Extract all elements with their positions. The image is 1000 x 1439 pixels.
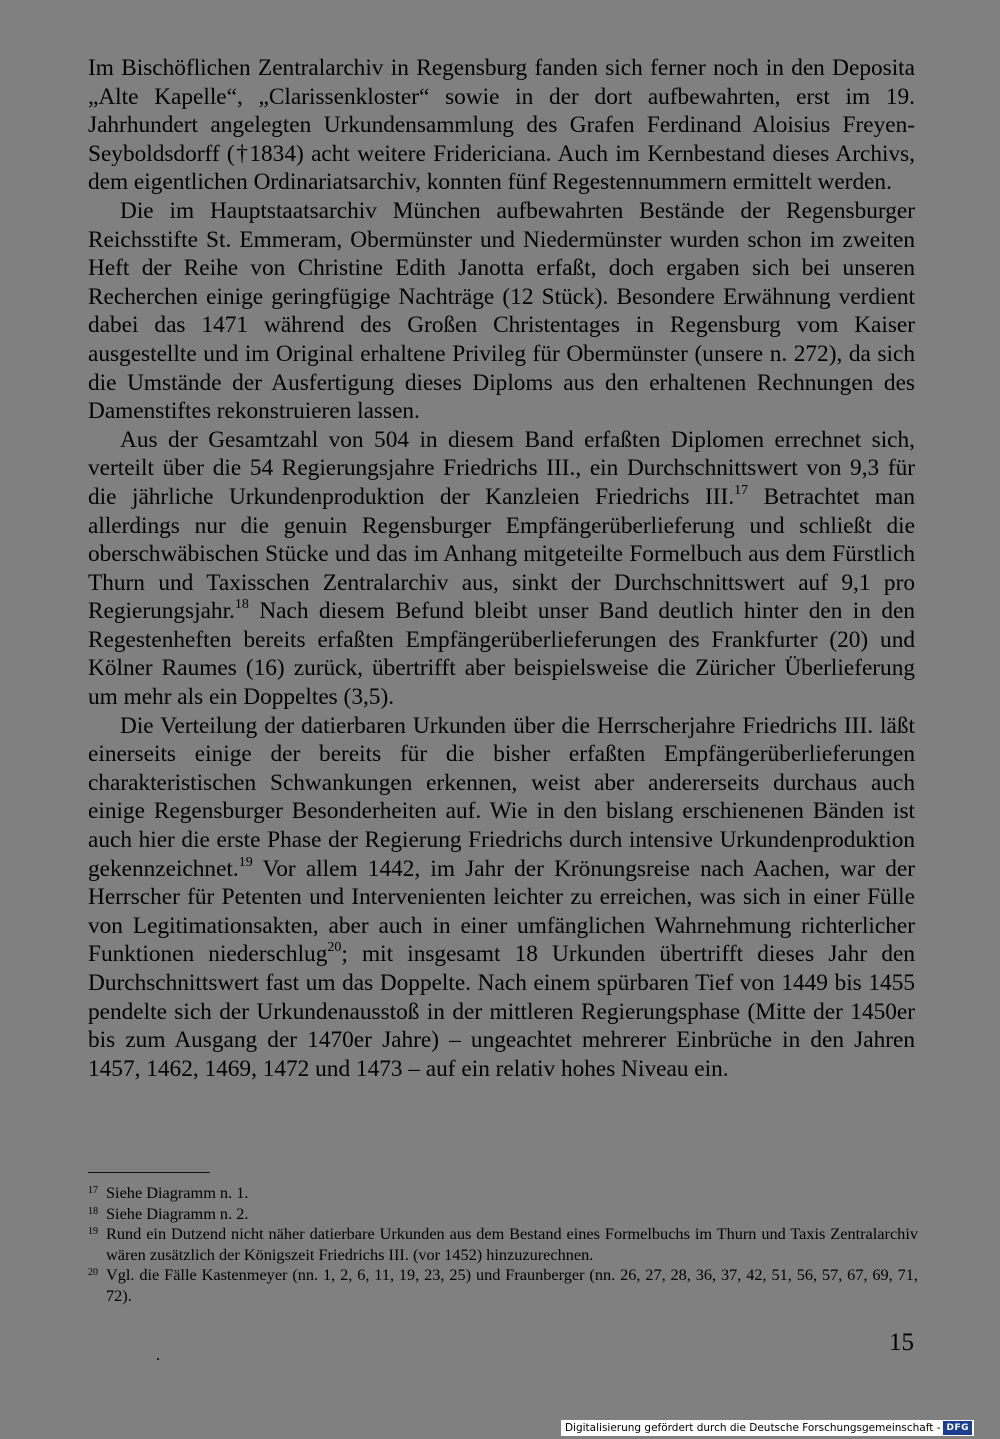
paragraph-4-text-b: Vor allem 1442, im Jahr der Krönungsreise nach Aachen, war der Herrscher für Petenten und Intervenienten leichter zu erreichen, was sich in einer Fülle von Legitimationsakten, aber auch in einer umfänglichen Wahrnehmung richterlicher Funktionen niederschlug xyxy=(88,855,915,968)
funding-credit xyxy=(561,1420,974,1436)
footnotes xyxy=(88,1183,918,1307)
page-number: 15 xyxy=(889,1329,914,1356)
footnote-number: 19 xyxy=(88,1226,98,1238)
footnote-ref-18[interactable]: 18 xyxy=(234,597,249,613)
footnote-ref-17[interactable]: 17 xyxy=(734,482,749,498)
paragraph-4 xyxy=(88,712,915,1084)
paragraph-1: Im Bischöflichen Zentralarchiv in Regensburg fanden sich ferner noch in den Deposita „Alte Kapelle“, „Clarissenkloster“ sowie in der dort aufbewahrten, erst im 19. Jahrhundert angelegten Urkundensammlung des Grafen Ferdinand Aloisius Freyen-Seyboldsdorff (†1834) acht weitere Fridericiana. Auch im Kernbestand dieses Archivs, dem eigentlichen Ordinariatsarchiv, konnten fünf Regestennummern ermittelt werden. xyxy=(88,55,915,196)
paragraph-3-text-a: Aus der Gesamtzahl von 504 in diesem Band erfaßten Diplomen errechnet sich, verteilt über die 54 Regierungsjahre Friedrichs III., ein Durchschnittswert von 9,3 für die jährliche Urkundenproduktion der Kanzleien Friedrichs III. xyxy=(88,426,915,510)
footnote-18 xyxy=(88,1204,918,1225)
footnote-number: 18 xyxy=(88,1205,98,1217)
paragraph-2: Die im Hauptstaatsarchiv München aufbewahrten Bestände der Regensburger Reichsstifte St. Emmeram, Obermünster und Niedermünster wurden schon im zweiten Heft der Reihe von Christine Edith Janotta erfaßt, doch ergaben sich bei unseren Recherchen einige geringfügige Nachträge (12 Stück). Besondere Erwähnung verdient dabei das 1471 während des Großen Christentages in Regensburg vom Kaiser ausgestellte und im Original erhaltene Privileg für Obermünster (unsere n. 272), da sich die Umstände der Ausfertigung dieses Diploms aus den erhaltenen Rechnungen des Damenstiftes rekonstruieren lassen. xyxy=(88,197,915,425)
body-text xyxy=(88,54,915,1083)
footnote-text: Rund ein Dutzend nicht näher datierbare Urkunden aus dem Bestand eines Formelbuchs im Thurn und Taxis Zentralarchiv wären zusätzlich der Königszeit Friedrichs III. (vor 1452) hinzuzurechnen. xyxy=(106,1224,918,1264)
paragraph-3-text-c: Nach diesem Befund bleibt unser Band deutlich hinter den in den Regestenheften bereits erfaßten Empfängerüberlieferungen des Frankfurter (20) und Kölner Raumes (16) zurück, übertrifft aber beispielsweise die Züricher Überlieferung um mehr als ein Doppeltes (3,5). xyxy=(88,598,915,711)
footnote-17 xyxy=(88,1183,918,1204)
dfg-logo-icon[interactable]: DFG xyxy=(943,1421,972,1435)
paragraph-4-text-c: ; mit insgesamt 18 Urkunden übertrifft dieses Jahr den Durchschnittswert fast um das Doppelte. Nach einem spürbaren Tief von 1449 bis 1455 pendelte sich der Urkundenausstoß in der mittleren Regierungsphase (Mitte der 1450er bis zum Ausgang der 1470er Jahre) – ungeachtet mehrerer Einbrüche in den Jahren 1457, 1462, 1469, 1472 und 1473 – auf ein relativ hohes Niveau ein. xyxy=(88,941,915,1082)
footnote-19 xyxy=(88,1224,918,1265)
footnote-ref-19[interactable]: 19 xyxy=(238,854,253,870)
footnote-text: Siehe Diagramm n. 1. xyxy=(106,1183,249,1202)
scan-speck xyxy=(157,1358,159,1360)
paragraph-3-text-b: Betrachtet man allerdings nur die genuin Regensburger Empfängerüberlieferung und schließt die oberschwäbischen Stücke und das im Anhang mitgeteilte Formelbuch aus dem Fürstlich Thurn und Taxisschen Zentralarchiv aus, sinkt der Durchschnittswert auf 9,1 pro Regierungsjahr. xyxy=(88,483,916,625)
footnote-text: Siehe Diagramm n. 2. xyxy=(106,1203,249,1223)
paragraph-4-text-a: Die Verteilung der datierbaren Urkunden über die Herrscherjahre Friedrichs III. läßt einerseits einige der bereits für die bisher erfaßten Empfängerüberlieferungen charakteristischen Schwankungen erkennen, weist aber andererseits durchaus auch einige Regensburger Besonderheiten auf. Wie in den bislang erschienenen Bänden ist auch hier die erste Phase der Regierung Friedrichs durch intensive Urkundenproduktion gekennzeichnet. xyxy=(88,712,915,882)
footnote-text: Vgl. die Fälle Kastenmeyer (nn. 1, 2, 6, 11, 19, 23, 25) und Fraunberger (nn. 26, 27, 28, 36, 37, 42, 51, 56, 57, 67, 69, 71, 72). xyxy=(106,1265,918,1305)
footnote-number: 20 xyxy=(88,1267,98,1279)
footnote-20 xyxy=(88,1265,918,1306)
footnote-divider xyxy=(88,1172,210,1173)
paragraph-3 xyxy=(88,426,915,712)
credit-text: Digitalisierung gefördert durch die Deutsche Forschungsgemeinschaft - xyxy=(564,1422,941,1434)
footnote-ref-20[interactable]: 20 xyxy=(327,940,342,956)
footnote-number: 17 xyxy=(88,1185,98,1196)
